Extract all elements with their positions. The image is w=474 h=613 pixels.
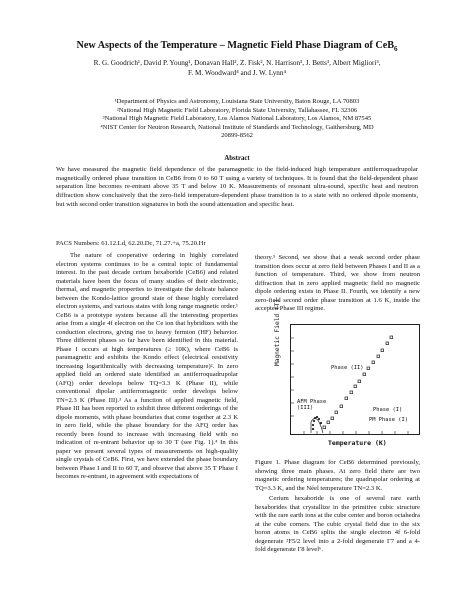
affiliation-4-zip: 20899-8562 [221,132,253,140]
affiliation-1: ¹Department of Physics and Astronomy, Louisiana State University, Baton Rouge, LA 70803 [114,98,360,105]
body-paragraph: theory.⁵ Second, we show that a weak second order phase transition does occur at zero field between Phases I and II as a function of temperature. Third, we show from neutron diffraction that in zero applied magnetic field no magnetic dipole ordering exists in Phase II. Fourth, we identify a new zero-field second order phase transition at 1.6 K, inside the accepted Phase III regime. [255,254,420,312]
author-line-2: F. M. Woodward⁴ and J. W. Lynn⁴ [188,68,286,77]
afq-boundary-markers [323,336,393,429]
paper-title-subscript: 6 [394,45,398,54]
figure-y-axis-label: Magnetic Field (T) [274,298,281,366]
pacs-numbers: PACS Numbers: 61.12.Ld, 62.20.Dc, 71.27.+a, 75.20.Hr [56,240,206,247]
figure-x-axis-label: Temperature (K) [328,439,387,447]
body-paragraph: Cerium hexaboride is one of several rare earth hexaborides that crystallize in the primitive cubic structure with the rare earth ions at the cube center and boron octahedra at the cube corners. The cubic crystal field due to the six boron atoms in CeB6 splits the single electron 4f 6-fold degenerate ²F5/2 level into a 2-fold degenerate Γ7 and a 4-fold degenerate Γ8 level⁶. [255,495,420,553]
paper-title-text: New Aspects of the Temperature – Magnetic Field Phase Diagram of CeB [76,40,395,51]
phase-diagram-figure [274,298,420,450]
body-paragraph: The nature of cooperative ordering in highly correlated electron systems continues to be a central topic of fundamental interest. In the past decade cerium hexaboride (CeB6) and related materials have been the focus of many studies of their electronic, thermal, and magnetic properties to investigate the delicate balance between the Kondo-lattice ground state of these highly correlated electron systems, and various states with long range magnetic order.¹ CeB6 is a prototype system because all the interesting properties arise from a single 4f electron on the Ce ion that hybridizes with the conduction electrons, giving rise to heavy fermion (HF) behavior. Three different phases so far have been identified in this material. Phase I occurs at high temperatures (≥ 10K), where CeB6 is paramagnetic and exhibits the Kondo effect (electrical resistivity increasing logarithmically with decreasing temperature)². In zero applied field an ordered state identified as antiferroquadrupolar (AFQ) order develops below TQ=3.3 K (Phase II), while conventional dipolar antiferromagnetic order develops below TN=2.3 K (Phase III).³ As a function of applied magnetic field, Phase III has been reported to exhibit three different orderings of the dipole moments, with phase boundaries that come together at 2.3 K in zero field, while the phase boundary for the AFQ order has recently been found to increase with increasing field with no indication of re-entrant behavior up to 30 T (see Fig. 1).⁴ In this paper we present several types of measurements on high-quality single crystals of CeB6. First, we have extended the phase boundary between Phase I and II to 60 T, and observe that above 35 T Phase I becomes re-entrant, in agreement with expectations of [56,252,238,480]
figure-caption: Figure 1. Phase diagram for CeB6 determined previously, showing three main phases. At zero field there are two magnetic ordering temperatures; the quadrupolar ordering at TQ=3.3 K, and the Néel temperature TN=2.3 K. [255,459,420,492]
affiliation-4: ⁴NIST Center for Neutron Research, National Institute of Standards and Technology, Gaithersburg, MD [100,123,374,131]
afm-boundary-markers [312,416,322,430]
affiliation-2: ²National High Magnetic Field Laboratory, Florida State University, Tallahassee, FL 32306 [116,106,358,114]
right-column-bottom [255,459,420,555]
figure-plot-area [290,324,420,435]
phase-label-i: Phase (I) [373,407,403,413]
y-tick-marks [291,338,294,416]
abstract-body: We have measured the magnetic field dependence of the paramagnetic to the field-induced high temperature antiferroquadrupolar magnetically ordered phase transition in CeB6 from 0 to 60 T using a variety of techniques. It is found that the field-dependent phase separation line becomes re-entrant above 35 T and below 10 K. Measurements of resonant ultra-sound, specific heat and neutron diffraction show conclusively that the zero-field temperature-dependent phase transition is to a state with no ordered dipole moments, but with second order transition signatures in both the sound attenuation and specific heat. [56,166,418,208]
left-column [56,252,238,482]
author-list [40,59,434,78]
phase-label-pm: PM Phase (I) [369,417,408,423]
phase-label-afm: AFM Phase (III) [297,399,327,411]
author-line-1: R. G. Goodrich¹, David P. Young¹, Donavan Hall², Z. Fisk², N. Harrison³, J. Betts³, Albert Migliori³, [93,59,381,67]
abstract-heading: Abstract [224,155,250,162]
affiliation-list [30,98,444,141]
affiliation-3: ³National High Magnetic Field Laboratory, Los Alamos National Laboratory, Los Alamos, NM 87545 [102,115,372,123]
x-tick-marks [304,431,408,434]
paper-title [20,40,454,53]
phase-label-ii: Phase (II) [331,365,364,371]
